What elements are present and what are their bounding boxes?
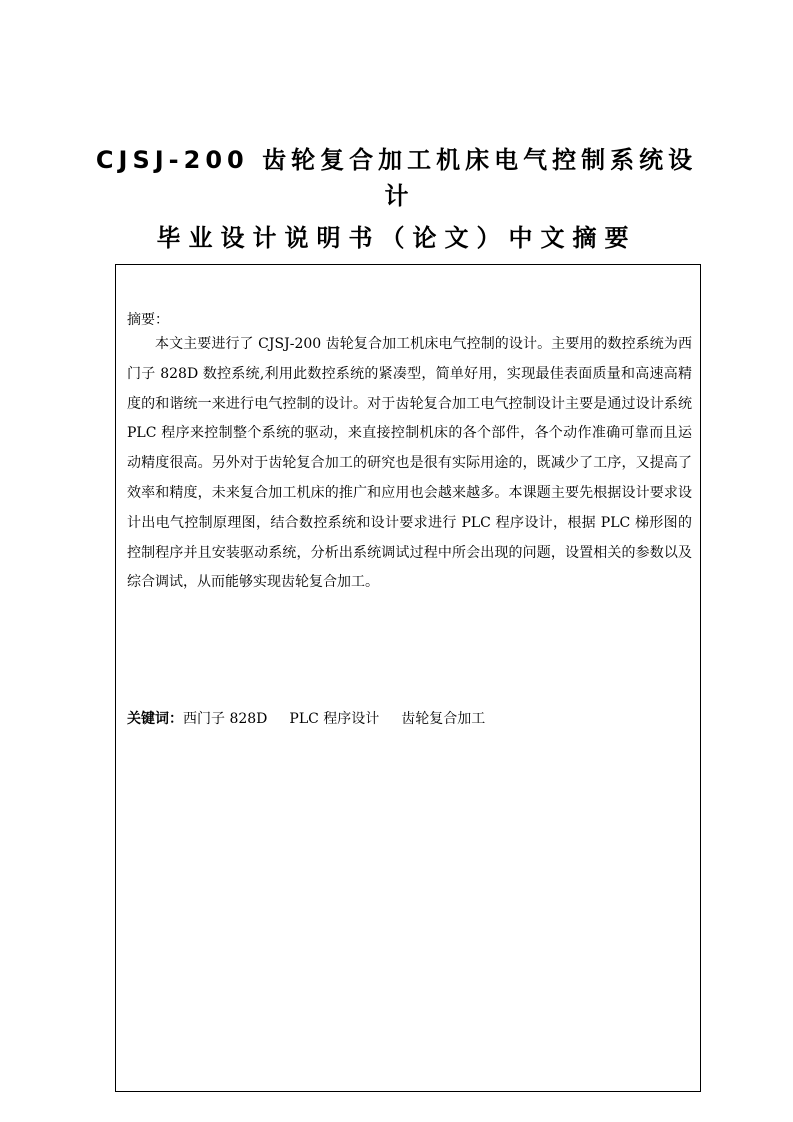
- abstract-body: 本文主要进行了 CJSJ-200 齿轮复合加工机床电气控制的设计。主要用的数控系统为西门子 828D 数控系统,利用此数控系统的紧凑型，简单好用，实现最佳表面质量和高速高精度的和谐统一来进行电气控制的设计。对于齿轮复合加工电气控制设计主要是通过设计系统 PLC 程序来控制整个系统的驱动，来直接控制机床的各个部件，各个动作准确可靠而且运动精度很高。另外对于齿轮复合加工的研究也是很有实际用途的，既减少了工序，又提高了效率和精度，未来复合加工机床的推广和应用也会越来越多。本课题主要先根据设计要求设计出电气控制原理图，结合数控系统和设计要求进行 PLC 程序设计，根据 PLC 梯形图的控制程序并且安装驱动系统，分析出系统调试过程中所会出现的问题，设置相关的参数以及综合调试，从而能够实现齿轮复合加工。: [127, 336, 692, 591]
- keyword-item: 西门子 828D: [183, 711, 268, 727]
- abstract-label: 摘要：: [127, 312, 169, 328]
- keywords-label: 关键词：: [127, 711, 183, 727]
- keywords-line: [127, 709, 507, 729]
- abstract-box: [115, 264, 701, 1092]
- document-subtitle: 毕业设计说明书（论文）中文摘要: [156, 224, 637, 252]
- document-title-line-2: 计: [384, 182, 409, 210]
- keyword-item: PLC 程序设计: [289, 711, 380, 727]
- keyword-item: 齿轮复合加工: [401, 711, 486, 727]
- document-title-line-1: CJSJ-200 齿轮复合加工机床电气控制系统设: [95, 146, 698, 174]
